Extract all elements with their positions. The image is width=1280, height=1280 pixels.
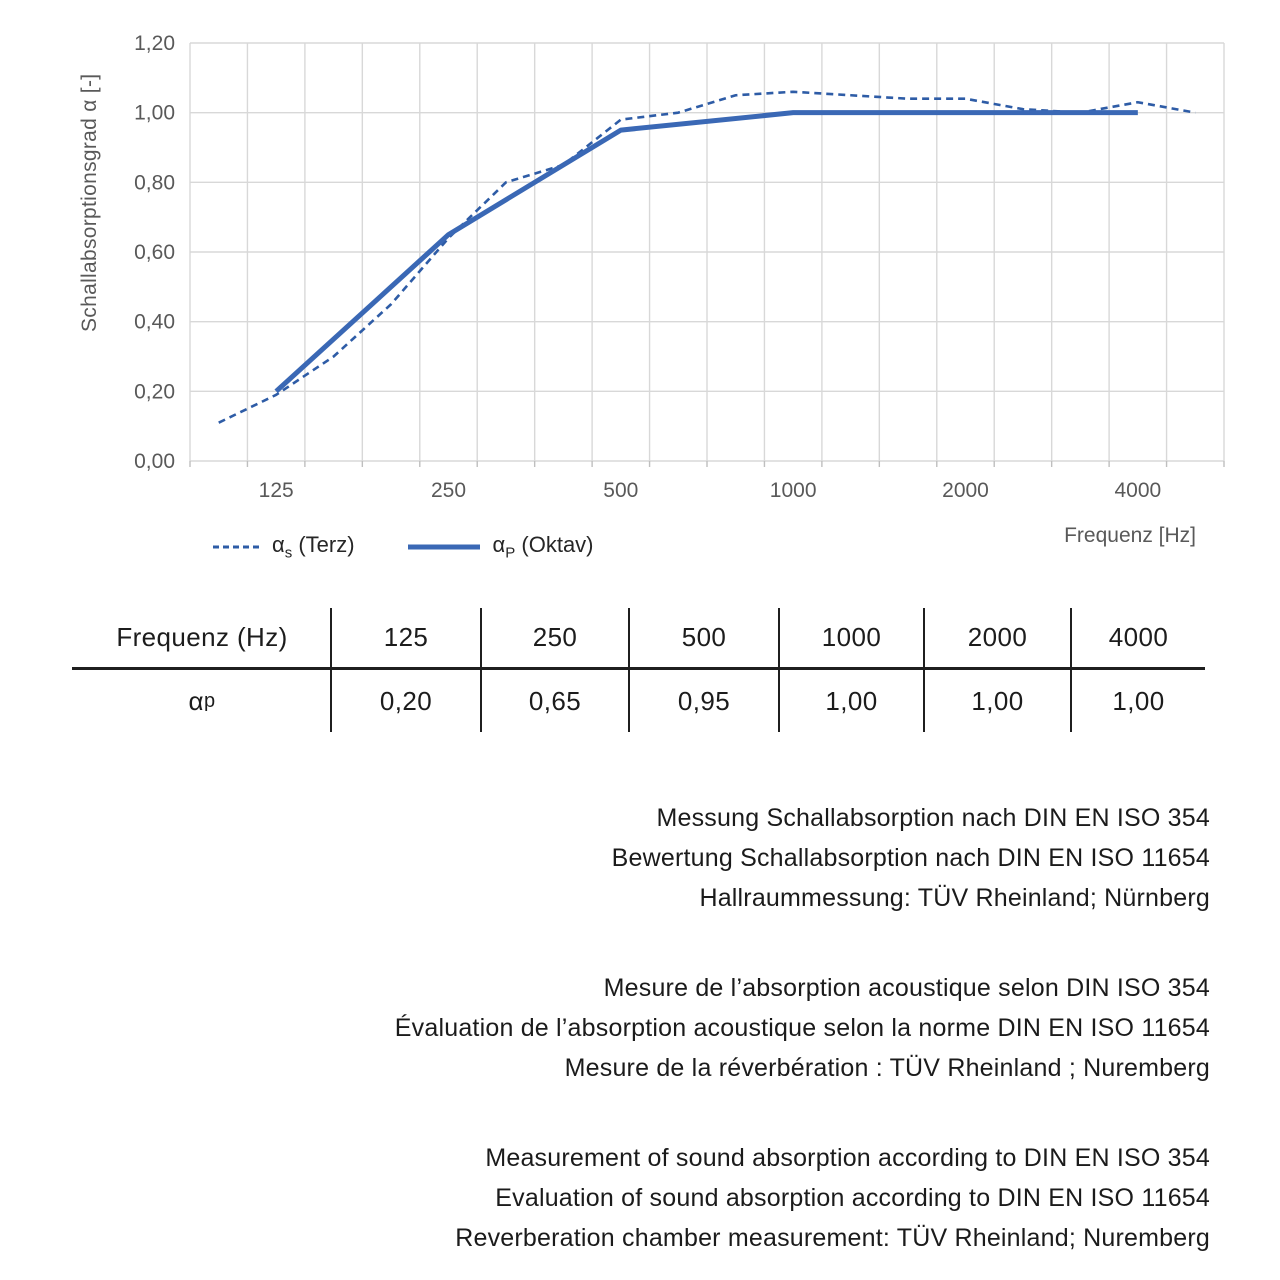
y-tick-label: 1,20	[134, 32, 175, 55]
table-header-1000: 1000	[780, 608, 925, 670]
table-header-250: 250	[482, 608, 630, 670]
table-value-250: 0,65	[482, 670, 630, 732]
note-line: Bewertung Schallabsorption nach DIN EN ISO 11654	[611, 844, 1210, 872]
x-axis-title: Frequenz [Hz]	[1064, 524, 1196, 547]
table-header-125: 125	[330, 608, 482, 670]
absorption-table	[72, 608, 1205, 732]
note-line: Evaluation of sound absorption according to DIN EN ISO 11654	[495, 1184, 1210, 1212]
y-axis-title: Schallabsorptionsgrad α [-]	[78, 73, 101, 332]
notes-english	[455, 1138, 1210, 1258]
table-value-2000: 1,00	[925, 670, 1072, 732]
y-tick-label: 0,00	[134, 450, 175, 473]
note-line: Hallraummessung: TÜV Rheinland; Nürnberg	[699, 884, 1210, 912]
y-tick-label: 1,00	[134, 101, 175, 125]
table-header-4000: 4000	[1072, 608, 1205, 670]
x-tick-label: 500	[603, 479, 639, 502]
note-line: Mesure de l’absorption acoustique selon DIN ISO 354	[603, 974, 1210, 1002]
y-tick-label: 0,20	[134, 380, 175, 404]
notes-french	[395, 968, 1210, 1088]
note-line: Measurement of sound absorption according to DIN EN ISO 354	[485, 1144, 1210, 1172]
legend-item-alpha-s-terz	[212, 532, 355, 561]
legend-label-alpha-p: $\alpha_P$ (Oktav)	[492, 532, 594, 562]
table-header-500: 500	[630, 608, 780, 670]
legend-item-alpha-p-oktav	[407, 532, 594, 561]
table-value-500: 0,95	[630, 670, 780, 732]
y-tick-label: 0,60	[134, 241, 175, 264]
table-header-2000: 2000	[925, 608, 1072, 670]
y-tick-label: 0,80	[134, 171, 175, 195]
legend-label-alpha-s: $\alpha_s$ (Terz)	[272, 532, 355, 562]
chart-plot-area	[0, 0, 1280, 600]
table-row-label-alpha-p: α p	[188, 685, 216, 716]
chart-legend	[212, 532, 594, 561]
note-line: Évaluation de l’absorption acoustique selon la norme DIN EN ISO 11654	[394, 1014, 1210, 1042]
x-tick-label: 2000	[942, 479, 989, 502]
dashed-line-sample-icon	[212, 543, 260, 551]
x-tick-label: 250	[430, 479, 467, 502]
table-value-4000: 1,00	[1112, 685, 1165, 716]
y-tick-label: 0,40	[134, 310, 175, 334]
table-value-125: 0,20	[330, 670, 482, 732]
table-value-1000: 1,00	[780, 670, 925, 732]
note-line: Messung Schallabsorption nach DIN EN ISO 354	[656, 804, 1210, 832]
x-tick-label: 4000	[1114, 479, 1162, 502]
table-header-frequency: Frequenz (Hz)	[72, 608, 332, 670]
notes-german	[612, 798, 1210, 918]
x-tick-label: 1000	[769, 479, 817, 502]
x-tick-label: 125	[258, 479, 294, 502]
note-line: Reverberation chamber measurement: TÜV Rheinland; Nuremberg	[455, 1224, 1210, 1252]
solid-line-sample-icon	[407, 543, 481, 551]
note-line: Mesure de la réverbération : TÜV Rheinland ; Nuremberg	[564, 1054, 1210, 1082]
